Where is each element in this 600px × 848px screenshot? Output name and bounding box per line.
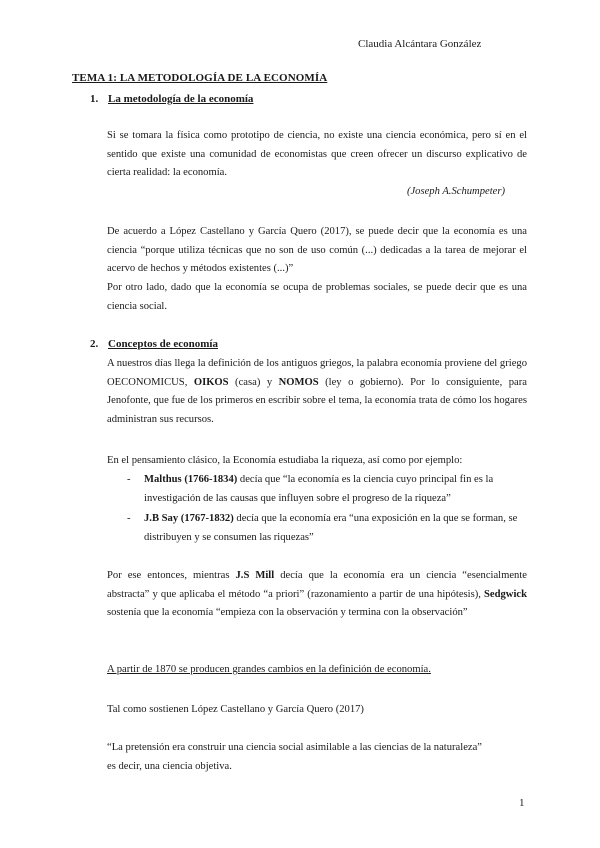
section2-paragraph-4: A partir de 1870 se producen grandes cambios en la definición de economía. — [107, 664, 431, 675]
malthus-name: Malthus (1766-1834) — [144, 474, 238, 485]
section1-title: La metodología de la economía — [108, 93, 254, 105]
sedgwick-name: Sedgwick — [484, 588, 527, 600]
section2-paragraph-3: Por ese entonces, mientras J.S Mill decía que la economía era un ciencia “esencialmente abstracta” y que aplicaba el método “a priori” (razonamiento a partir de una hipótesis), Sedgwick sostenía que la economía “empieza con la observación y termina con la observación” — [107, 570, 527, 618]
section2-paragraph-2: En el pensamiento clásico, la Economía estudiaba la riqueza, así como por ejemplo: — [107, 455, 463, 466]
document-title: TEMA 1: LA METODOLOGÍA DE LA ECONOMÍA — [72, 72, 328, 84]
nomos-term: NOMOS — [278, 376, 319, 388]
section1-paragraph-2: Por otro lado, dado que la economía se ocupa de problemas sociales, se puede decir que es una ciencia social. — [107, 282, 527, 312]
section2-paragraph-6 — [107, 739, 527, 776]
say-name: J.B Say (1767-1832) — [144, 513, 234, 524]
page-number: 1 — [519, 797, 525, 809]
section1-number: 1. — [90, 93, 99, 105]
ciencia-quote-continuation: es decir, una ciencia objetiva. — [107, 760, 232, 772]
section2-paragraph-1: A nuestros días llega la definición de los antiguos griegos, la palabra economía proviene del griego OECONOMICUS, OIKOS (casa) y NOMOS (ley o gobierno). Por lo consiguiente, para Jenofonte, que fue de los primeros en escribir sobre el tema, la economía trata de cómo los hogares administran sus recursos. — [107, 358, 527, 425]
bullet-malthus: Malthus (1766-1834) decía que “la economía es la ciencia cuyo principal fin es la investigación de las causas que influyen sobre el progreso de la riqueza” — [144, 474, 494, 504]
bullet-say: J.B Say (1767-1832) decía que la economía era “una exposición en la que se forman, se distribuyen y se consumen las riquezas” — [144, 513, 518, 543]
oikos-term: OIKOS — [193, 376, 229, 388]
section2-paragraph-5: Tal como sostienen López Castellano y García Quero (2017) — [107, 704, 364, 715]
bullet-dash: - — [127, 513, 131, 524]
mill-name: J.S Mill — [235, 570, 275, 581]
quote-author: (Joseph A.Schumpeter) — [406, 186, 505, 197]
section2-number: 2. — [90, 338, 99, 350]
schumpeter-quote — [107, 127, 527, 183]
bullet-dash: - — [127, 474, 131, 485]
section1-paragraph-1: De acuerdo a López Castellano y García Quero (2017), se puede decir que la economía es una ciencia “porque utiliza técnicas que no son de uso común (...) dedicadas a la tarea de mejorar el acervo de hechos y métodos existentes (...)” — [107, 226, 527, 274]
author-header: Claudia Alcántara González — [358, 38, 482, 50]
quote-text: Si se tomara la física como prototipo de ciencia, no existe una ciencia económica, pero sí en el sentido que existe una comunidad de economistas que creen ofrecer un discurso explicativo de cierta realidad: la economía. — [107, 130, 527, 178]
section2-title: Conceptos de economía — [108, 338, 218, 350]
ciencia-quote: “La pretensión era construir una ciencia social asimilable a las ciencias de la naturaleza” — [107, 742, 483, 753]
